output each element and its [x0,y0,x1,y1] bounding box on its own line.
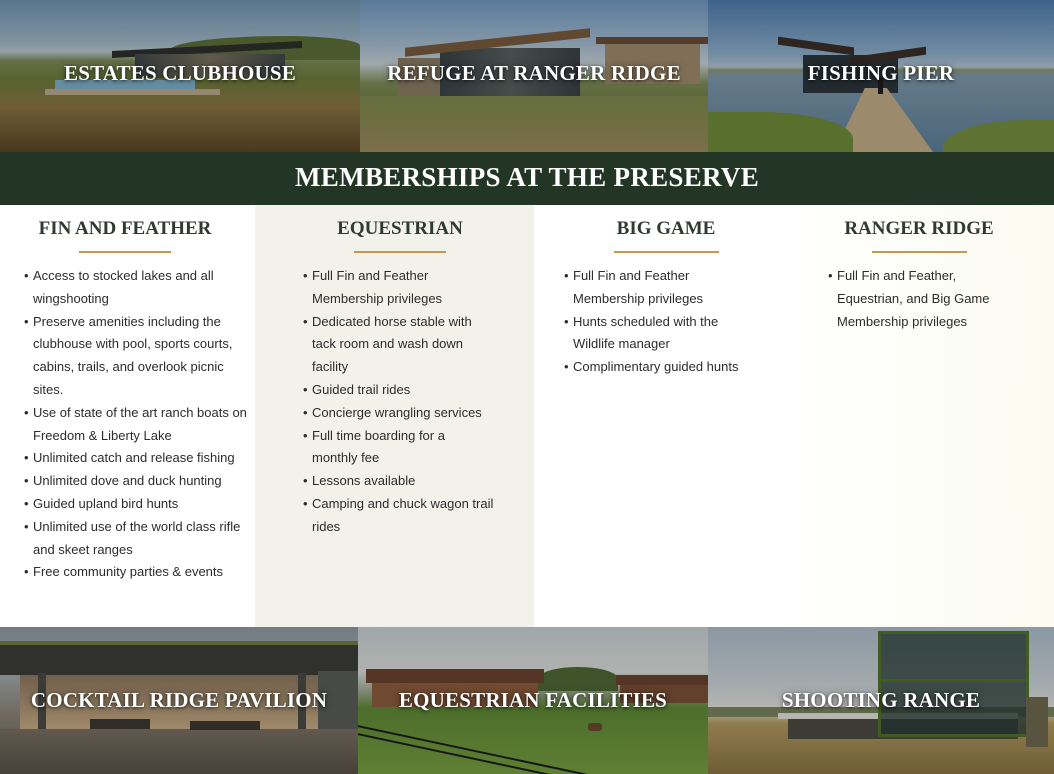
list-item: • Preserve amenities including the clubhouse with pool, sports courts, cabins, trails, and overlook picnic sites. [24,311,250,402]
list-item: • Concierge wrangling services [303,402,494,425]
fishing-pier-image [708,0,1054,152]
membership-column-big-game [534,205,790,627]
list-item: • Guided trail rides [303,379,494,402]
list-item: • Unlimited dove and duck hunting [24,470,250,493]
membership-title: EQUESTRIAN [337,218,463,239]
estates-clubhouse-image [0,0,360,152]
benefits-list [24,265,250,584]
cocktail-ridge-pavilion-label: COCKTAIL RIDGE PAVILION [30,688,328,712]
membership-column-ranger-ridge [790,205,1054,627]
estates-clubhouse-label: ESTATES CLUBHOUSE [64,61,296,85]
memberships-banner [0,152,1054,205]
list-item: • Full time boarding for a monthly fee [303,425,494,471]
list-item: • Lessons available [303,470,494,493]
benefits-list [828,265,1003,333]
banner-title: MEMBERSHIPS AT THE PRESERVE [294,162,759,192]
benefits-list [303,265,494,539]
membership-column-equestrian [255,205,534,627]
list-item: • Full Fin and Feather, Equestrian, and Big Game Membership privileges [828,265,1003,333]
shooting-range-image [708,627,1054,774]
equestrian-facilities-image [358,627,708,774]
column-heading [265,217,535,253]
list-item: • Use of state of the art ranch boats on Freedom & Liberty Lake [24,402,250,448]
column-heading [0,217,250,253]
benefits-list [564,265,755,379]
list-item: • Access to stocked lakes and all wingshooting [24,265,250,311]
list-item: • Camping and chuck wagon trail rides [303,493,494,539]
equestrian-facilities-label: EQUESTRIAN FACILITIES [398,688,668,712]
list-item: • Free community parties & events [24,561,250,584]
membership-title: FIN AND FEATHER [38,218,212,239]
list-item: • Hunts scheduled with the Wildlife manager [564,311,755,357]
membership-column-fin-and-feather [0,205,255,627]
gold-divider [614,251,719,253]
refuge-at-ranger-ridge-label: REFUGE AT RANGER RIDGE [387,61,681,85]
cocktail-ridge-pavilion-image [0,627,358,774]
gold-divider [79,251,171,253]
refuge-at-ranger-ridge-image [360,0,708,152]
list-item: • Unlimited catch and release fishing [24,447,250,470]
list-item: • Unlimited use of the world class rifle and skeet ranges [24,516,250,562]
list-item: • Full Fin and Feather Membership privileges [303,265,494,311]
membership-title: BIG GAME [616,218,716,239]
membership-title: RANGER RIDGE [844,218,994,239]
fishing-pier-label: FISHING PIER [807,61,955,85]
gold-divider [872,251,967,253]
column-heading [542,217,790,253]
list-item: • Dedicated horse stable with tack room and wash down facility [303,311,494,379]
list-item: • Complimentary guided hunts [564,356,755,379]
shooting-range-label: SHOOTING RANGE [781,688,981,712]
column-heading [790,217,1048,253]
gold-divider [354,251,446,253]
list-item: • Full Fin and Feather Membership privileges [564,265,755,311]
list-item: • Guided upland bird hunts [24,493,250,516]
